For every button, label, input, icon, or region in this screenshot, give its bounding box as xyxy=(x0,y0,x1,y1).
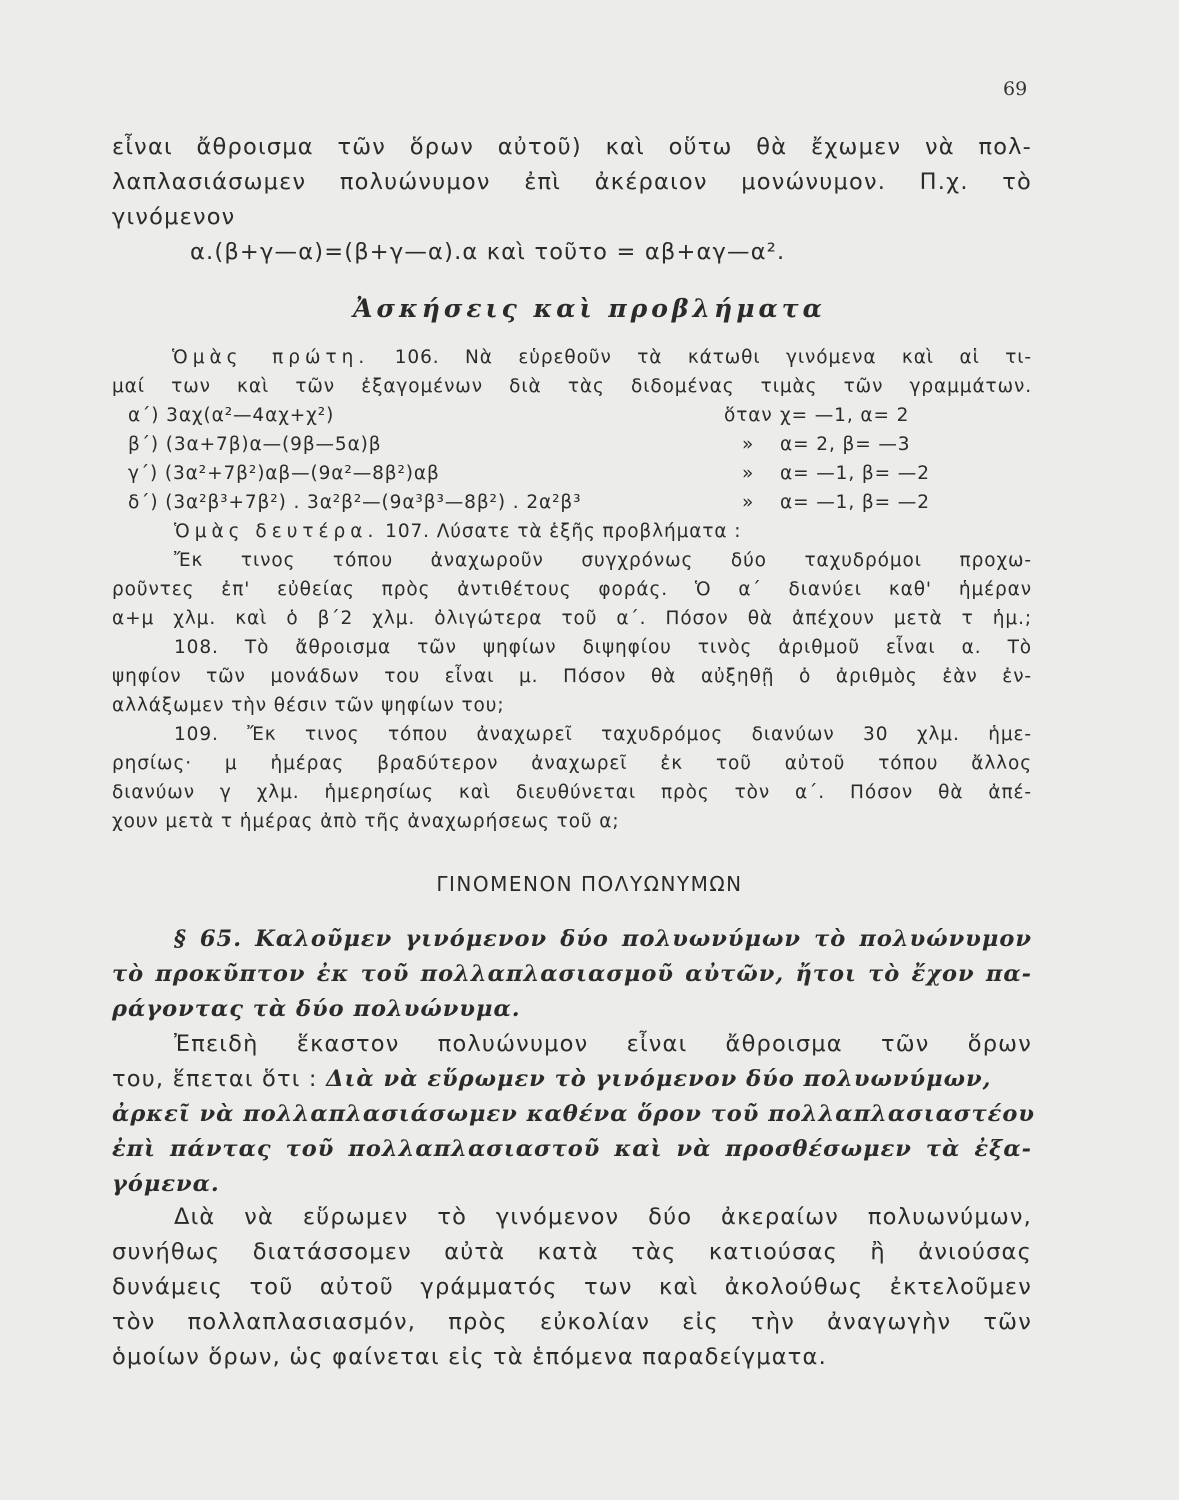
group-two-text: 107. Λύσατε τὰ ἑξῆς προβλήματα : xyxy=(385,521,742,542)
rule-paragraph xyxy=(112,1027,1035,1202)
rule-bold-line: γόμενα. xyxy=(112,1171,220,1197)
intro-paragraph xyxy=(112,130,1032,270)
exercises-heading: Ἀσκήσεις καὶ προβλήματα xyxy=(353,294,826,323)
exercise-row xyxy=(112,430,1032,459)
definition-line: τὸ προκῦπτον ἐκ τοῦ πολλαπλασιασμοῦ αὐτῶν, ἤτοι τὸ ἔχον πα- xyxy=(112,961,1032,987)
intro-line: λαπλασιάσωμεν πολυώνυμον ἐπὶ ἀκέραιον μονώνυμον. Π.χ. τὸ xyxy=(112,169,1032,195)
problem-109-line: διανύων γ χλμ. ἡμερησίως καὶ διευθύνεται πρὸς τὸν α΄. Πόσον θὰ ἀπέ- xyxy=(112,782,1032,803)
definition-paragraph xyxy=(112,922,1032,1027)
definition-line: § 65. Καλοῦμεν γινόμενον δύο πολυωνύμων τὸ πολυώνυμον xyxy=(174,926,1032,952)
exercise-expression: α΄) 3αχ(α²—4αχ+χ²) xyxy=(128,405,335,426)
exercise-condition: » xyxy=(742,463,755,484)
exercise-values: α= —1, β= —2 xyxy=(780,463,930,484)
exercise-expression: β΄) (3α+7β)α—(9β—5α)β xyxy=(128,434,382,455)
exercise-row xyxy=(112,459,1032,488)
rule-bold-line: ἐπὶ πάντας τοῦ πολλαπλασιαστοῦ καὶ νὰ προσθέσωμεν τὰ ἐξα- xyxy=(112,1136,1032,1162)
exercise-values: χ= —1, α= 2 xyxy=(780,405,910,426)
definition-line: ράγοντας τὰ δύο πολυώνυμα. xyxy=(112,996,521,1022)
problem-108-line: ψηφίον τῶν μονάδων του εἶναι μ. Πόσον θὰ αὐξηθῇ ὁ ἀριθμὸς ἐὰν ἐν- xyxy=(112,666,1032,687)
group-two xyxy=(112,517,1032,836)
rule-line xyxy=(112,1062,1032,1097)
exercise-expression: δ΄) (3α²β³+7β²) . 3α²β²—(9α³β³—8β²) . 2α²β³ xyxy=(128,492,582,513)
exercise-values: α= 2, β= —3 xyxy=(780,434,911,455)
exercise-row xyxy=(112,401,1032,430)
exercise-condition: » xyxy=(742,434,755,455)
problem-108-line: 108. Τὸ ἄθροισμα τῶν ψηφίων διψηφίου τινὸς ἀριθμοῦ εἶναι α. Τὸ xyxy=(174,637,1032,658)
rule-line: Ἐπειδὴ ἕκαστον πολυώνυμον εἶναι ἄθροισμα τῶν ὅρων xyxy=(174,1031,1032,1057)
exercise-condition: » xyxy=(742,492,755,513)
section-title: ΓΙΝΟΜΕΝΟΝ ΠΟΛΥΩΝΥΜΩΝ xyxy=(436,872,743,896)
closing-line: συνήθως διατάσσομεν αὐτὰ κατὰ τὰς κατιούσας ἢ ἀνιούσας xyxy=(112,1239,1032,1265)
page-number: 69 xyxy=(1003,78,1028,100)
exercise-values: α= —1, β= —2 xyxy=(780,492,930,513)
group-one-label: Ὁμὰς πρώτη. xyxy=(172,347,370,368)
closing-line: τὸν πολλαπλασιασμόν, πρὸς εὐκολίαν εἰς τὴν ἀναγωγὴν τῶν xyxy=(112,1309,1032,1335)
intro-line: γινόμενον xyxy=(112,204,236,230)
rule-bold-text: Διὰ νὰ εὕρωμεν τὸ γινόμενον δύο πολυωνύμων, xyxy=(326,1066,992,1092)
intro-line: εἶναι ἄθροισμα τῶν ὅρων αὐτοῦ) καὶ οὕτω θὰ ἔχωμεν νὰ πολ- xyxy=(112,134,1032,160)
group-one-intro xyxy=(112,343,1032,372)
intro-formula: α.(β+γ—α)=(β+γ—α).α καὶ τοῦτο = αβ+αγ—α². xyxy=(190,239,786,265)
problem-107-line: Ἔκ τινος τόπου ἀναχωροῦν συγχρόνως δύο ταχυδρόμοι προχω- xyxy=(174,550,1032,571)
exercise-row xyxy=(112,488,1032,517)
problem-107-line: ροῦντες ἐπ' εὐθείας πρὸς ἀντιθέτους φοράς. Ὁ α΄ διανύει καθ' ἡμέραν xyxy=(112,579,1032,600)
exercise-condition: ὅταν xyxy=(724,405,773,426)
group-one-text: 106. Νὰ εὑρεθοῦν τὰ κάτωθι γινόμενα καὶ αἱ τι- xyxy=(394,347,1033,368)
problem-107-line: α+μ χλμ. καὶ ὁ β΄2 χλμ. ὀλιγώτερα τοῦ α΄. Πόσον θὰ ἀπέχουν μετὰ τ ἡμ.; xyxy=(112,608,1032,629)
problem-109-line: χουν μετὰ τ ἡμέρας ἀπὸ τῆς ἀναχωρήσεως τοῦ α; xyxy=(112,811,620,832)
closing-line: Διὰ νὰ εὕρωμεν τὸ γινόμενον δύο ἀκεραίων πολυωνύμων, xyxy=(174,1204,1032,1230)
problem-109-line: ρησίως· μ ἡμέρας βραδύτερον ἀναχωρεῖ ἐκ τοῦ αὐτοῦ τόπου ἄλλος xyxy=(112,753,1032,774)
group-one xyxy=(112,343,1032,517)
problem-109-line: 109. Ἔκ τινος τόπου ἀναχωρεῖ ταχυδρόμος διανύων 30 χλμ. ἡμε- xyxy=(174,724,1032,745)
rule-plain-text: του, ἕπεται ὅτι : xyxy=(112,1066,327,1092)
closing-paragraph xyxy=(112,1200,1032,1375)
group-one-text-cont: μαί των καὶ τῶν ἐξαγομένων διὰ τὰς διδομένας τιμὰς τῶν γραμμάτων. xyxy=(112,376,1032,397)
closing-line: δυνάμεις τοῦ αὐτοῦ γράμματός των καὶ ἀκολούθως ἐκτελοῦμεν xyxy=(112,1274,1032,1300)
closing-line: ὁμοίων ὅρων, ὡς φαίνεται εἰς τὰ ἑπόμενα παραδείγματα. xyxy=(112,1344,827,1370)
group-two-label: Ὁμὰς δευτέρα. xyxy=(174,521,379,542)
problem-108-line: αλλάξωμεν τὴν θέσιν τῶν ψηφίων του; xyxy=(112,695,505,716)
rule-bold-line: ἀρκεῖ νὰ πολλαπλασιάσωμεν καθένα ὅρον τοῦ πολλαπλασιαστέου xyxy=(112,1101,1035,1127)
exercise-expression: γ΄) (3α²+7β²)αβ—(9α²—8β²)αβ xyxy=(128,463,440,484)
group-two-intro xyxy=(112,517,1032,546)
